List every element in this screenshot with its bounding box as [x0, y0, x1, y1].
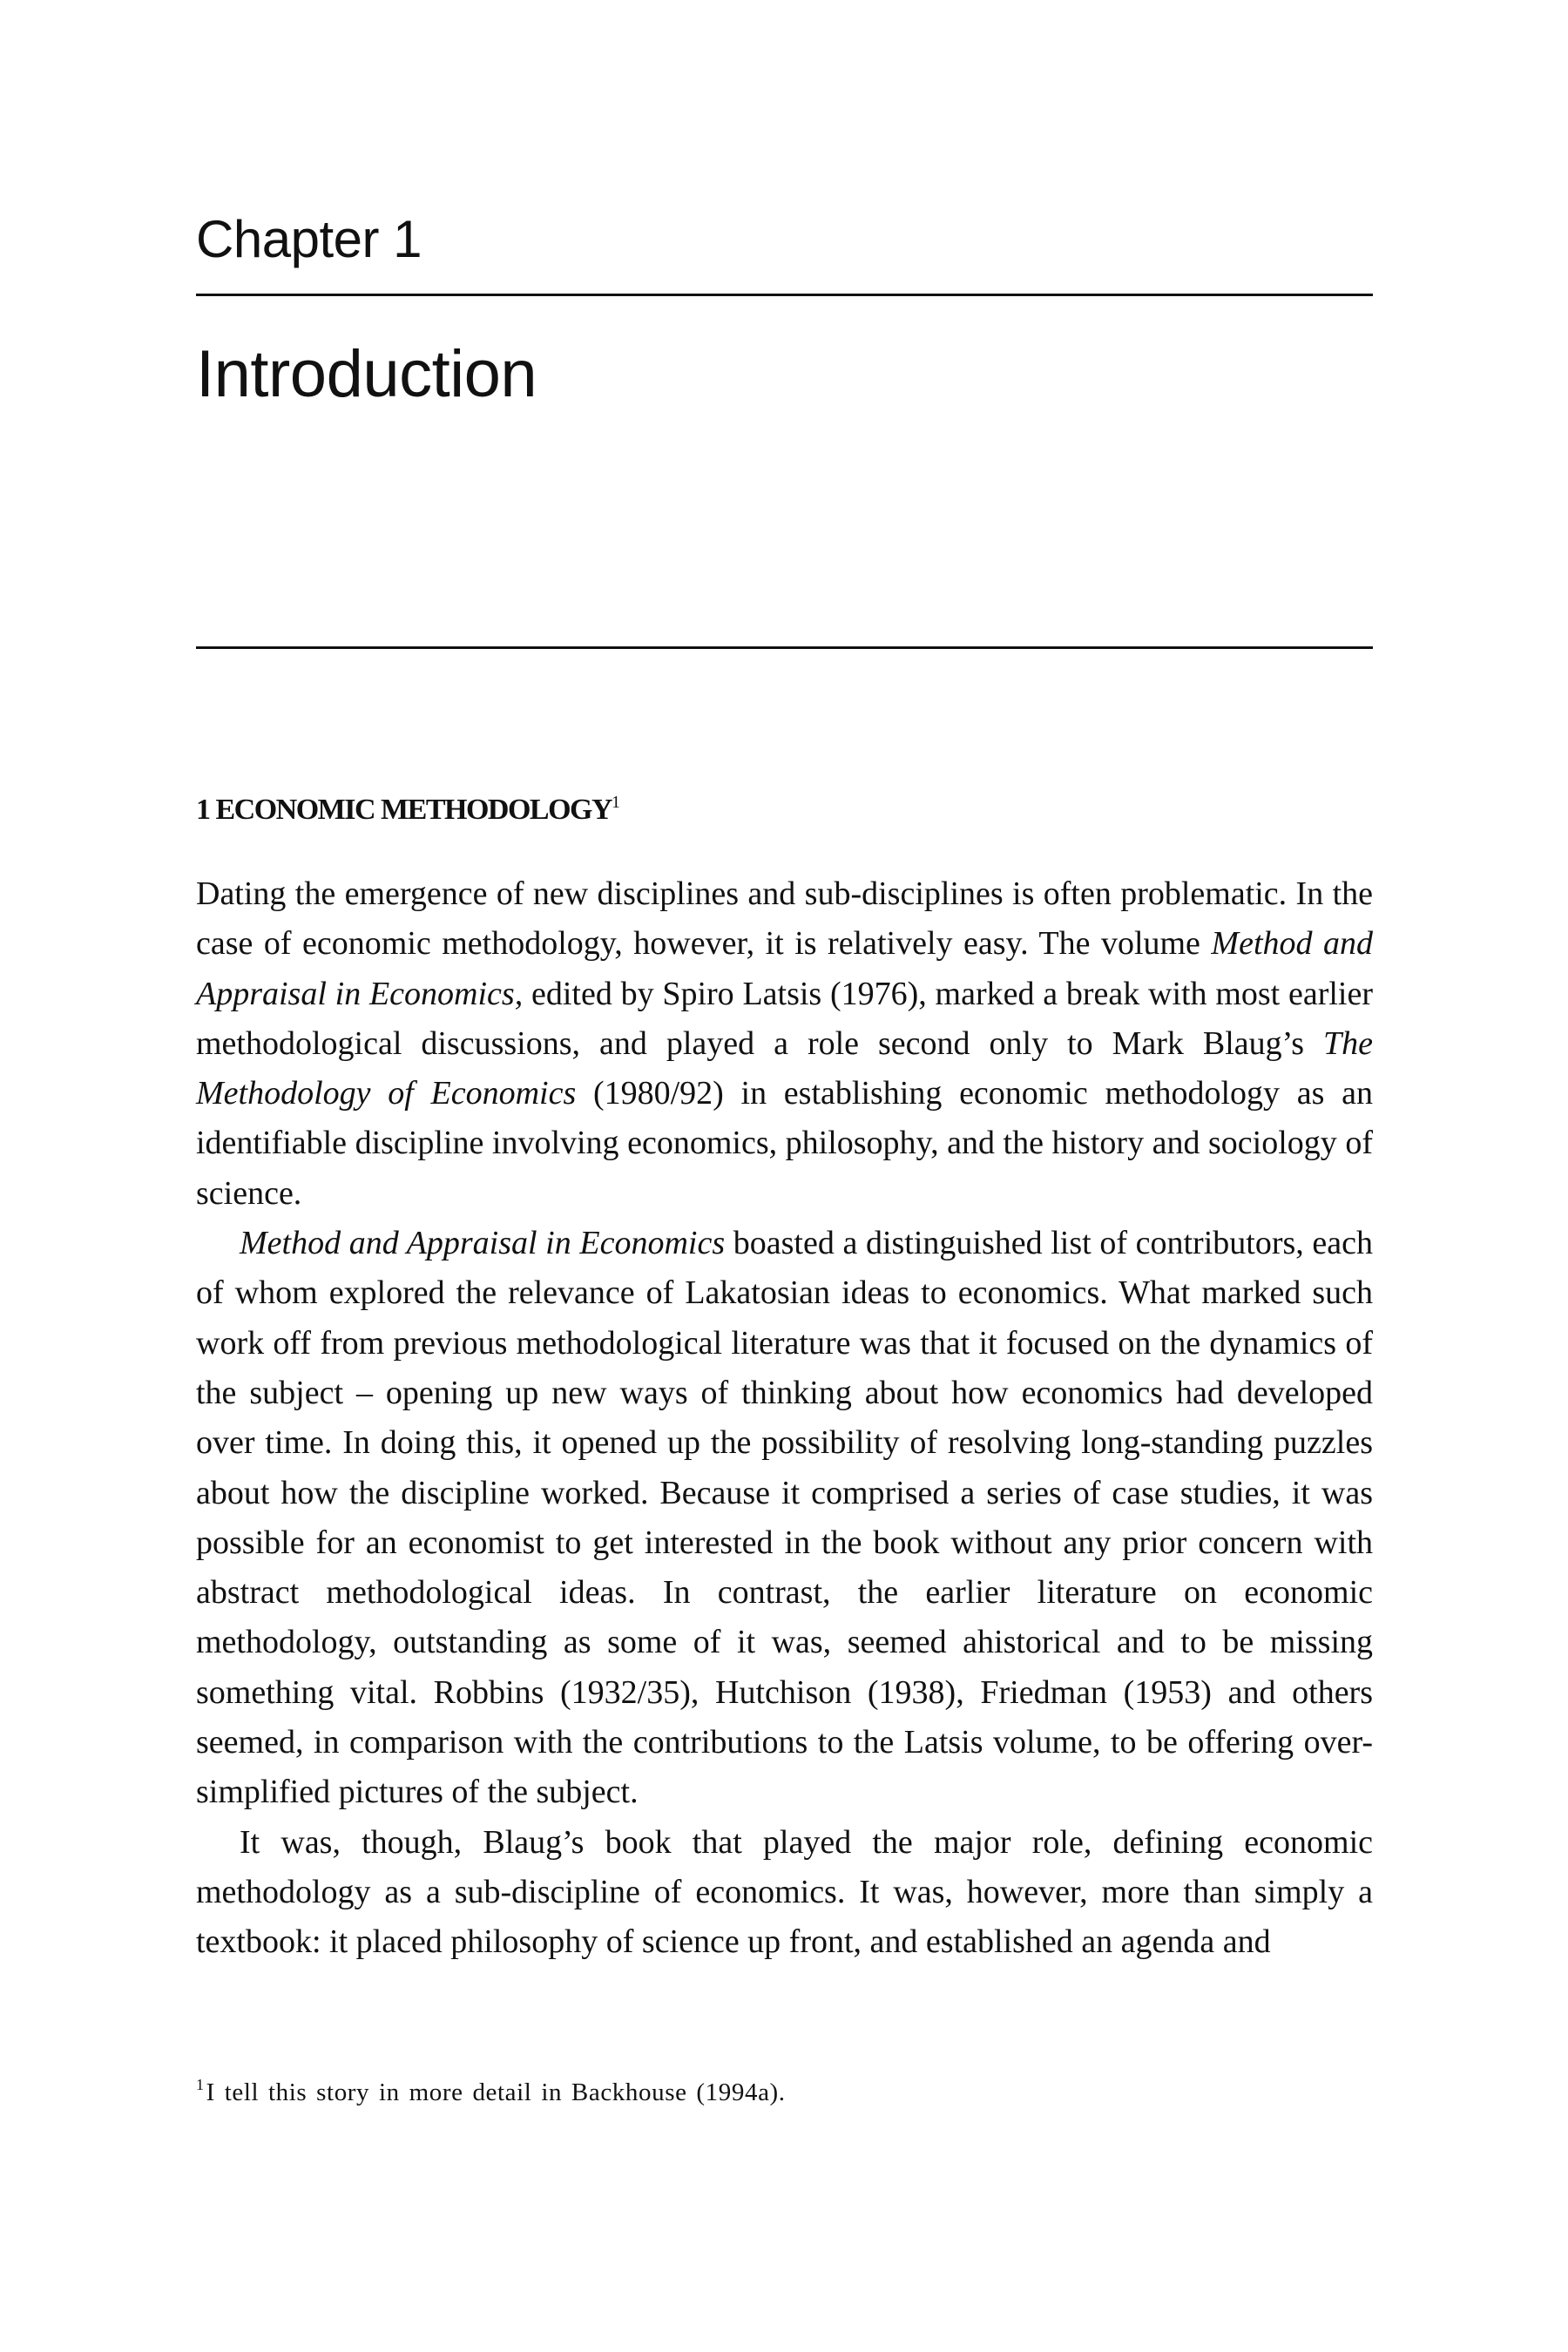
- section-heading: [196, 795, 620, 825]
- paragraph-1: [196, 869, 1373, 1219]
- book-title-methodology-of-economics: The Methodology of Economics: [196, 1024, 1373, 1112]
- book-title-method-and-appraisal: Method and Appraisal in Economics: [240, 1225, 726, 1262]
- section-heading-text: 1 ECONOMIC METHODOLOGY: [196, 794, 612, 826]
- header-rule-top: [196, 294, 1373, 296]
- body-text: [196, 869, 1373, 1968]
- paragraph-1-run: edited by Spiro Latsis (1976), marked a break with most earlier methodological discussions, and played a role second only to Mark Blaug’s: [196, 975, 1374, 1062]
- footnote-ref[interactable]: 1: [612, 793, 621, 812]
- footnote-number: 1: [196, 2076, 205, 2093]
- footnote: [196, 2077, 1373, 2110]
- paragraph-3-run: It was, though, Blaug’s book that played the major role, defining economic methodology as a sub-discipline of economics. It was, however, more than simply a textbook: it placed philosophy of science up front, and established an agenda and: [196, 1823, 1373, 1961]
- paragraph-1-run: (1980/92) in establishing economic methodology as an identifiable discipline involving economics, philosophy, and the history and sociology of science.: [196, 1075, 1373, 1212]
- footnote-text: I tell this story in more detail in Backhouse (1994a).: [206, 2078, 786, 2106]
- header-rule-bottom: [196, 646, 1373, 649]
- paragraph-3: [196, 1818, 1373, 1968]
- chapter-title: Introduction: [196, 337, 537, 411]
- book-title-method-and-appraisal: Method and Appraisal in Economics,: [196, 925, 1373, 1012]
- paragraph-2: [196, 1219, 1373, 1818]
- paragraph-2-run: boasted a distinguished list of contributors, each of whom explored the relevance of Lakatosian ideas to economics. What marked such work off from previous methodological literature was that it focused on the dynamics of the subject – opening up new ways of thinking about how economics had developed over time. In doing this, it opened up the possibility of resolving long-standing puzzles about how the discipline worked. Because it comprised a series of case studies, it was possible for an economist to get interested in the book without any prior concern with abstract methodological ideas. In contrast, the earlier literature on economic methodology, outstanding as some of it was, seemed ahistorical and to be missing something vital. Robbins (1932/35), Hutchison (1938), Friedman (1953) and others seemed, in comparison with the contributions to the Latsis volume, to be offering over-simplified pictures of the subject.: [196, 1225, 1373, 1811]
- paragraph-1-run: Dating the emergence of new disciplines and sub-disciplines is often problematic. In the case of economic methodology, however, it is relatively easy. The volume: [196, 875, 1373, 963]
- chapter-label: Chapter 1: [196, 210, 422, 268]
